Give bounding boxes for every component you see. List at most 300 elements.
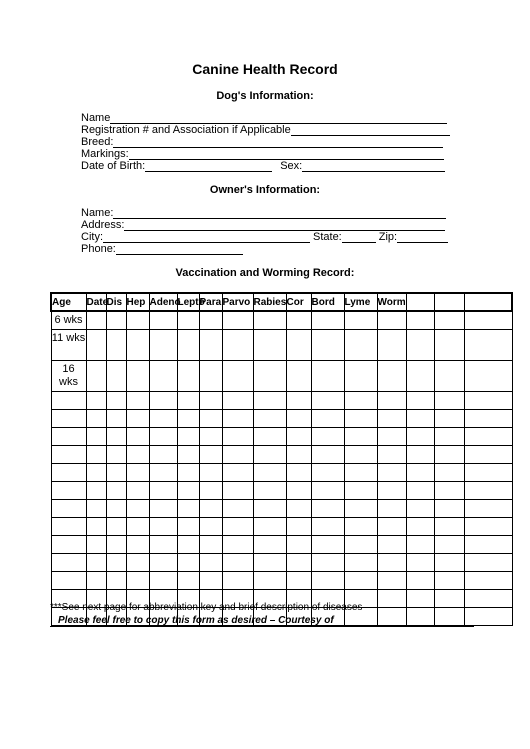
entry-cell[interactable] [406, 428, 434, 446]
address-field[interactable] [124, 220, 445, 231]
entry-cell[interactable] [464, 554, 512, 572]
entry-cell[interactable] [177, 572, 199, 590]
entry-cell[interactable] [199, 311, 222, 330]
entry-cell[interactable] [199, 392, 222, 410]
entry-cell[interactable] [126, 518, 149, 536]
state-label: State: [313, 231, 342, 243]
entry-cell[interactable] [434, 446, 464, 464]
dog-name-label: Name [81, 112, 111, 124]
entry-cell[interactable] [434, 361, 464, 392]
entry-cell[interactable] [377, 572, 406, 590]
entry-cell[interactable] [106, 392, 126, 410]
entry-cell[interactable] [286, 554, 311, 572]
entry-cell[interactable] [406, 446, 434, 464]
table-row [51, 410, 512, 428]
entry-cell[interactable] [344, 482, 377, 500]
entry-cell[interactable] [464, 482, 512, 500]
entry-cell[interactable] [106, 410, 126, 428]
entry-cell[interactable] [149, 392, 177, 410]
entry-cell[interactable] [177, 392, 199, 410]
sex-label: Sex: [280, 160, 303, 172]
table-row [51, 446, 512, 464]
entry-cell[interactable] [253, 572, 286, 590]
entry-cell[interactable] [311, 311, 344, 330]
entry-cell[interactable] [377, 410, 406, 428]
entry-cell[interactable] [86, 572, 106, 590]
entry-cell[interactable] [311, 410, 344, 428]
column-header: Adeno [149, 293, 177, 311]
age-cell [51, 464, 86, 482]
entry-cell[interactable] [149, 311, 177, 330]
city-label: City: [81, 231, 103, 243]
age-cell [51, 536, 86, 554]
entry-cell[interactable] [377, 536, 406, 554]
entry-cell[interactable] [377, 446, 406, 464]
sex-field[interactable] [302, 161, 445, 172]
column-header: Worm [377, 293, 406, 311]
entry-cell[interactable] [199, 572, 222, 590]
entry-cell[interactable] [177, 330, 199, 361]
entry-cell[interactable] [311, 572, 344, 590]
entry-cell[interactable] [253, 482, 286, 500]
dog-name-row [81, 112, 447, 124]
entry-cell[interactable] [311, 428, 344, 446]
column-header: Para [199, 293, 222, 311]
entry-cell[interactable] [177, 464, 199, 482]
table-row [51, 482, 512, 500]
entry-cell[interactable] [311, 500, 344, 518]
entry-cell[interactable] [149, 482, 177, 500]
entry-cell[interactable] [344, 518, 377, 536]
entry-cell[interactable] [286, 464, 311, 482]
column-header [434, 293, 464, 311]
entry-cell[interactable] [311, 536, 344, 554]
entry-cell[interactable] [344, 572, 377, 590]
entry-cell[interactable] [222, 410, 253, 428]
entry-cell[interactable] [311, 361, 344, 392]
entry-cell[interactable] [344, 311, 377, 330]
entry-cell[interactable] [434, 482, 464, 500]
entry-cell[interactable] [222, 392, 253, 410]
entry-cell[interactable] [253, 554, 286, 572]
entry-cell[interactable] [86, 410, 106, 428]
table-row [51, 330, 512, 361]
entry-cell[interactable] [377, 311, 406, 330]
entry-cell[interactable] [106, 500, 126, 518]
entry-cell[interactable] [126, 311, 149, 330]
entry-cell[interactable] [377, 361, 406, 392]
entry-cell[interactable] [177, 361, 199, 392]
entry-cell[interactable] [377, 500, 406, 518]
entry-cell[interactable] [86, 311, 106, 330]
entry-cell[interactable] [222, 311, 253, 330]
entry-cell[interactable] [434, 500, 464, 518]
entry-cell[interactable] [253, 330, 286, 361]
entry-cell[interactable] [434, 410, 464, 428]
entry-cell[interactable] [344, 446, 377, 464]
column-header: Age [51, 293, 86, 311]
entry-cell[interactable] [406, 572, 434, 590]
owners-info-heading: Owner's Information: [209, 184, 321, 196]
entry-cell[interactable] [199, 482, 222, 500]
entry-cell[interactable] [464, 572, 512, 590]
entry-cell[interactable] [464, 361, 512, 392]
entry-cell[interactable] [344, 330, 377, 361]
table-row [51, 554, 512, 572]
dob-field[interactable] [145, 161, 272, 172]
entry-cell[interactable] [222, 536, 253, 554]
entry-cell[interactable] [177, 482, 199, 500]
entry-cell[interactable] [222, 330, 253, 361]
entry-cell[interactable] [126, 410, 149, 428]
entry-cell[interactable] [286, 518, 311, 536]
entry-cell[interactable] [106, 464, 126, 482]
entry-cell[interactable] [406, 518, 434, 536]
entry-cell[interactable] [344, 410, 377, 428]
entry-cell[interactable] [286, 500, 311, 518]
entry-cell[interactable] [86, 392, 106, 410]
entry-cell[interactable] [222, 572, 253, 590]
entry-cell[interactable] [434, 392, 464, 410]
table-row [51, 428, 512, 446]
entry-cell[interactable] [253, 500, 286, 518]
entry-cell[interactable] [86, 464, 106, 482]
entry-cell[interactable] [177, 554, 199, 572]
phone-field[interactable] [116, 244, 243, 255]
entry-cell[interactable] [177, 428, 199, 446]
entry-cell[interactable] [106, 518, 126, 536]
entry-cell[interactable] [286, 446, 311, 464]
table-header-row [51, 293, 512, 311]
entry-cell[interactable] [377, 330, 406, 361]
entry-cell[interactable] [406, 536, 434, 554]
entry-cell[interactable] [149, 554, 177, 572]
entry-cell[interactable] [199, 361, 222, 392]
entry-cell[interactable] [434, 428, 464, 446]
entry-cell[interactable] [126, 464, 149, 482]
entry-cell[interactable] [464, 410, 512, 428]
entry-cell[interactable] [377, 518, 406, 536]
entry-cell[interactable] [86, 330, 106, 361]
entry-cell[interactable] [149, 330, 177, 361]
owner-name-field[interactable] [113, 208, 446, 219]
entry-cell[interactable] [199, 500, 222, 518]
entry-cell[interactable] [406, 554, 434, 572]
entry-cell[interactable] [464, 536, 512, 554]
dogs-info-heading: Dog's Information: [216, 90, 314, 102]
entry-cell[interactable] [286, 536, 311, 554]
breed-field[interactable] [113, 137, 443, 148]
column-header: Date [86, 293, 106, 311]
entry-cell[interactable] [199, 536, 222, 554]
entry-cell[interactable] [377, 428, 406, 446]
entry-cell[interactable] [126, 482, 149, 500]
courtesy-text: Please feel free to copy this form as desired – Courtesy of [58, 615, 334, 626]
entry-cell[interactable] [434, 311, 464, 330]
entry-cell[interactable] [149, 500, 177, 518]
entry-cell[interactable] [106, 311, 126, 330]
abbreviation-note: ***See next page for abbreviation key and brief description of diseases [50, 602, 363, 613]
entry-cell[interactable] [177, 500, 199, 518]
entry-cell[interactable] [126, 572, 149, 590]
table-row [51, 500, 512, 518]
entry-cell[interactable] [344, 536, 377, 554]
entry-cell[interactable] [344, 392, 377, 410]
entry-cell[interactable] [106, 536, 126, 554]
entry-cell[interactable] [199, 410, 222, 428]
entry-cell[interactable] [222, 500, 253, 518]
entry-cell[interactable] [434, 330, 464, 361]
zip-field[interactable] [397, 232, 448, 243]
age-cell [51, 428, 86, 446]
entry-cell[interactable] [344, 361, 377, 392]
entry-cell[interactable] [177, 536, 199, 554]
column-header: Lepto [177, 293, 199, 311]
phone-label: Phone: [81, 243, 116, 255]
phone-row [81, 243, 243, 255]
age-cell [51, 518, 86, 536]
age-cell [51, 446, 86, 464]
courtesy-line [50, 615, 474, 627]
age-cell [51, 410, 86, 428]
entry-cell[interactable] [199, 464, 222, 482]
entry-cell[interactable] [177, 311, 199, 330]
entry-cell[interactable] [406, 361, 434, 392]
entry-cell[interactable] [222, 464, 253, 482]
column-header: Parvo [222, 293, 253, 311]
entry-cell[interactable] [253, 518, 286, 536]
entry-cell[interactable] [311, 330, 344, 361]
column-header [406, 293, 434, 311]
entry-cell[interactable] [286, 330, 311, 361]
entry-cell[interactable] [377, 482, 406, 500]
entry-cell[interactable] [126, 536, 149, 554]
age-cell: 11 wks [51, 330, 86, 361]
markings-field[interactable] [129, 149, 444, 160]
entry-cell[interactable] [86, 361, 106, 392]
entry-cell[interactable] [106, 446, 126, 464]
page-title: Canine Health Record [192, 61, 338, 77]
registration-label: Registration # and Association if Applicable [81, 124, 291, 136]
age-cell: 16 wks [51, 361, 86, 392]
entry-cell[interactable] [253, 311, 286, 330]
entry-cell[interactable] [377, 590, 406, 608]
entry-cell[interactable] [177, 446, 199, 464]
entry-cell[interactable] [286, 410, 311, 428]
entry-cell[interactable] [86, 536, 106, 554]
entry-cell[interactable] [86, 482, 106, 500]
entry-cell[interactable] [286, 482, 311, 500]
age-cell [51, 554, 86, 572]
entry-cell[interactable] [311, 518, 344, 536]
entry-cell[interactable] [286, 361, 311, 392]
entry-cell[interactable] [253, 536, 286, 554]
entry-cell[interactable] [377, 392, 406, 410]
entry-cell[interactable] [199, 554, 222, 572]
entry-cell[interactable] [406, 500, 434, 518]
table-row [51, 572, 512, 590]
column-header: Hep [126, 293, 149, 311]
registration-field[interactable] [291, 125, 450, 136]
entry-cell[interactable] [406, 330, 434, 361]
vaccination-heading: Vaccination and Worming Record: [175, 267, 355, 279]
column-header: Dis [106, 293, 126, 311]
entry-cell[interactable] [377, 464, 406, 482]
entry-cell[interactable] [253, 392, 286, 410]
city-state-zip-row [81, 231, 448, 243]
entry-cell[interactable] [464, 464, 512, 482]
entry-cell[interactable] [434, 590, 464, 608]
age-cell: 6 wks [51, 311, 86, 330]
entry-cell[interactable] [149, 518, 177, 536]
entry-cell[interactable] [286, 572, 311, 590]
address-row [81, 219, 445, 231]
entry-cell[interactable] [464, 428, 512, 446]
entry-cell[interactable] [434, 518, 464, 536]
entry-cell[interactable] [106, 572, 126, 590]
entry-cell[interactable] [126, 428, 149, 446]
entry-cell[interactable] [406, 311, 434, 330]
entry-cell[interactable] [434, 536, 464, 554]
entry-cell[interactable] [199, 330, 222, 361]
state-field[interactable] [342, 232, 376, 243]
entry-cell[interactable] [311, 554, 344, 572]
entry-cell[interactable] [222, 518, 253, 536]
entry-cell[interactable] [222, 554, 253, 572]
entry-cell[interactable] [222, 361, 253, 392]
table-row [51, 464, 512, 482]
entry-cell[interactable] [253, 410, 286, 428]
entry-cell[interactable] [311, 446, 344, 464]
entry-cell[interactable] [406, 482, 434, 500]
column-header: Cor [286, 293, 311, 311]
dob-label: Date of Birth: [81, 160, 146, 172]
entry-cell[interactable] [464, 446, 512, 464]
entry-cell[interactable] [464, 311, 512, 330]
column-header: Rabies [253, 293, 286, 311]
entry-cell[interactable] [149, 536, 177, 554]
entry-cell[interactable] [253, 464, 286, 482]
entry-cell[interactable] [149, 464, 177, 482]
address-label: Address: [81, 219, 125, 231]
entry-cell[interactable] [222, 482, 253, 500]
table-row [51, 392, 512, 410]
entry-cell[interactable] [406, 392, 434, 410]
entry-cell[interactable] [106, 361, 126, 392]
entry-cell[interactable] [86, 446, 106, 464]
column-header: Bord [311, 293, 344, 311]
table-row [51, 361, 512, 392]
markings-row [81, 148, 444, 160]
entry-cell[interactable] [126, 361, 149, 392]
entry-cell[interactable] [464, 392, 512, 410]
entry-cell[interactable] [199, 428, 222, 446]
entry-cell[interactable] [311, 464, 344, 482]
entry-cell[interactable] [464, 590, 512, 608]
entry-cell[interactable] [149, 428, 177, 446]
entry-cell[interactable] [406, 410, 434, 428]
table-row [51, 536, 512, 554]
entry-cell[interactable] [149, 361, 177, 392]
entry-cell[interactable] [406, 590, 434, 608]
entry-cell[interactable] [106, 330, 126, 361]
entry-cell[interactable] [406, 464, 434, 482]
entry-cell[interactable] [106, 482, 126, 500]
entry-cell[interactable] [344, 554, 377, 572]
entry-cell[interactable] [177, 410, 199, 428]
entry-cell[interactable] [286, 392, 311, 410]
entry-cell[interactable] [311, 392, 344, 410]
entry-cell[interactable] [344, 428, 377, 446]
age-cell [51, 392, 86, 410]
column-header: Lyme [344, 293, 377, 311]
age-cell [51, 572, 86, 590]
entry-cell[interactable] [86, 500, 106, 518]
entry-cell[interactable] [253, 361, 286, 392]
entry-cell[interactable] [126, 392, 149, 410]
entry-cell[interactable] [86, 518, 106, 536]
entry-cell[interactable] [434, 554, 464, 572]
table-row [51, 518, 512, 536]
entry-cell[interactable] [199, 518, 222, 536]
dob-sex-row [81, 160, 445, 172]
entry-cell[interactable] [106, 554, 126, 572]
entry-cell[interactable] [253, 428, 286, 446]
vaccination-table [50, 292, 513, 626]
entry-cell[interactable] [126, 446, 149, 464]
entry-cell[interactable] [286, 311, 311, 330]
owner-name-row [81, 207, 446, 219]
breed-row [81, 136, 443, 148]
entry-cell[interactable] [344, 500, 377, 518]
entry-cell[interactable] [311, 482, 344, 500]
entry-cell[interactable] [126, 330, 149, 361]
entry-cell[interactable] [126, 554, 149, 572]
dog-name-field[interactable] [110, 113, 447, 124]
entry-cell[interactable] [222, 428, 253, 446]
age-cell [51, 500, 86, 518]
entry-cell[interactable] [199, 446, 222, 464]
table-row [51, 311, 512, 330]
entry-cell[interactable] [344, 464, 377, 482]
entry-cell[interactable] [253, 446, 286, 464]
entry-cell[interactable] [149, 410, 177, 428]
breed-label: Breed: [81, 136, 114, 148]
owner-name-label: Name: [81, 207, 114, 219]
registration-row [81, 124, 450, 136]
entry-cell[interactable] [149, 446, 177, 464]
entry-cell[interactable] [464, 518, 512, 536]
entry-cell[interactable] [149, 572, 177, 590]
entry-cell[interactable] [106, 428, 126, 446]
entry-cell[interactable] [126, 500, 149, 518]
entry-cell[interactable] [86, 554, 106, 572]
entry-cell[interactable] [464, 330, 512, 361]
entry-cell[interactable] [222, 446, 253, 464]
entry-cell[interactable] [377, 554, 406, 572]
entry-cell[interactable] [434, 464, 464, 482]
zip-label: Zip: [378, 231, 398, 243]
entry-cell[interactable] [86, 428, 106, 446]
city-field[interactable] [103, 232, 310, 243]
age-cell [51, 482, 86, 500]
entry-cell[interactable] [177, 518, 199, 536]
entry-cell[interactable] [464, 500, 512, 518]
markings-label: Markings: [81, 148, 129, 160]
column-header [464, 293, 512, 311]
entry-cell[interactable] [286, 428, 311, 446]
entry-cell[interactable] [434, 572, 464, 590]
